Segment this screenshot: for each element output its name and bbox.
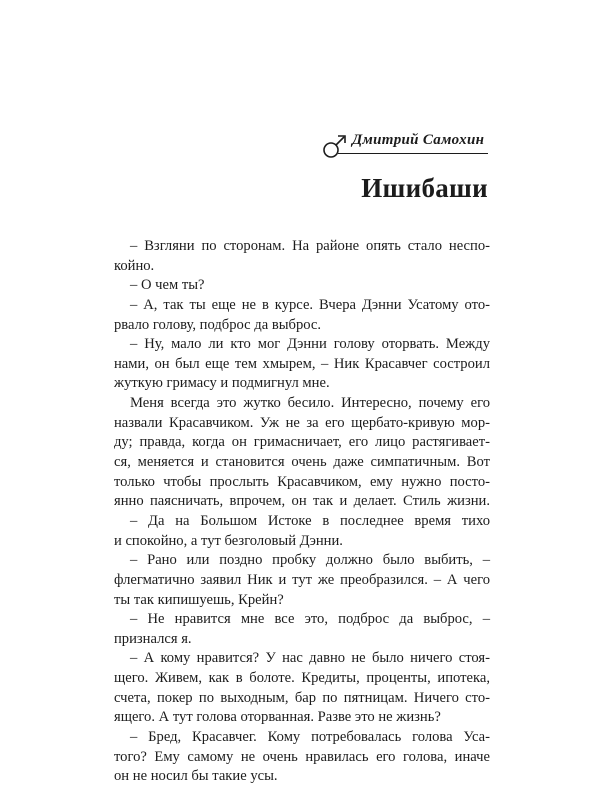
text-line: – Не нравится мне все это, подброс да выброс, – <box>130 611 490 628</box>
chapter-title: Ишибаши <box>361 173 488 203</box>
text-line: ящего. А тут голова оторванная. Разве это не жизнь? <box>114 709 441 726</box>
text-line: – А, так ты еще не в курсе. Вчера Дэнни Усатому ото- <box>130 296 490 313</box>
text-line: флегматично заявил Ник и тут же преобразился. – А чего <box>114 571 490 588</box>
body-text <box>114 237 490 787</box>
text-line: – О чем ты? <box>130 277 205 294</box>
text-line: щего. Живем, как в болоте. Кредиты, проценты, ипотека, <box>114 670 490 687</box>
text-line: ты так кипишуешь, Крейн? <box>114 591 284 608</box>
running-header <box>300 126 490 162</box>
text-line: того? Ему самому не очень нравилась его голова, иначе <box>114 748 490 765</box>
male-symbol-icon <box>320 132 350 162</box>
text-line: – Бред, Красавчег. Кому потребовалась голова Уса- <box>130 729 490 746</box>
text-line: – Ну, мало ли кто мог Дэнни голову оторвать. Между <box>130 336 490 353</box>
text-line: и спокойно, а тут безголовый Дэнни. <box>114 532 343 549</box>
text-line: он не носил бы такие усы. <box>114 768 278 785</box>
text-line: нами, он был еще тем хмырем, – Ник Красавчег состроил <box>114 355 490 372</box>
text-line: Меня всегда это жутко бесило. Интересно, почему его <box>130 395 490 412</box>
text-line: ду; правда, когда он гримасничает, его лицо растягивает- <box>114 434 490 451</box>
header-rule <box>338 153 488 154</box>
text-line: счета, покер по выходным, бар по пятницам. Ничего сто- <box>114 689 490 706</box>
text-line: только чтобы прослыть Красавчиком, ему нужно посто- <box>114 473 490 490</box>
text-line: жуткую гримасу и подмигнул мне. <box>114 375 330 392</box>
text-line: рвало голову, подброс да выброс. <box>114 316 322 333</box>
text-line: – Рано или поздно пробку должно было выбить, – <box>130 552 490 569</box>
text-line: – Взгляни по сторонам. На районе опять стало неспо- <box>130 238 490 254</box>
text-line: – Да на Большом Истоке в последнее время тихо <box>130 512 490 529</box>
text-line: признался я. <box>114 630 192 647</box>
text-line: назвали Красавчиком. Уж не за его щербато-кривую мор- <box>114 414 490 431</box>
author-name: Дмитрий Самохин <box>352 132 485 148</box>
text-line: ся, меняется и становится очень даже симпатичным. Вот <box>114 454 490 471</box>
text-line: койно. <box>114 257 155 274</box>
text-line: янно паясничать, впрочем, он так и делает. Стиль жизни. <box>114 493 490 510</box>
text-line: – А кому нравится? У нас давно не было ничего стоя- <box>130 650 490 667</box>
